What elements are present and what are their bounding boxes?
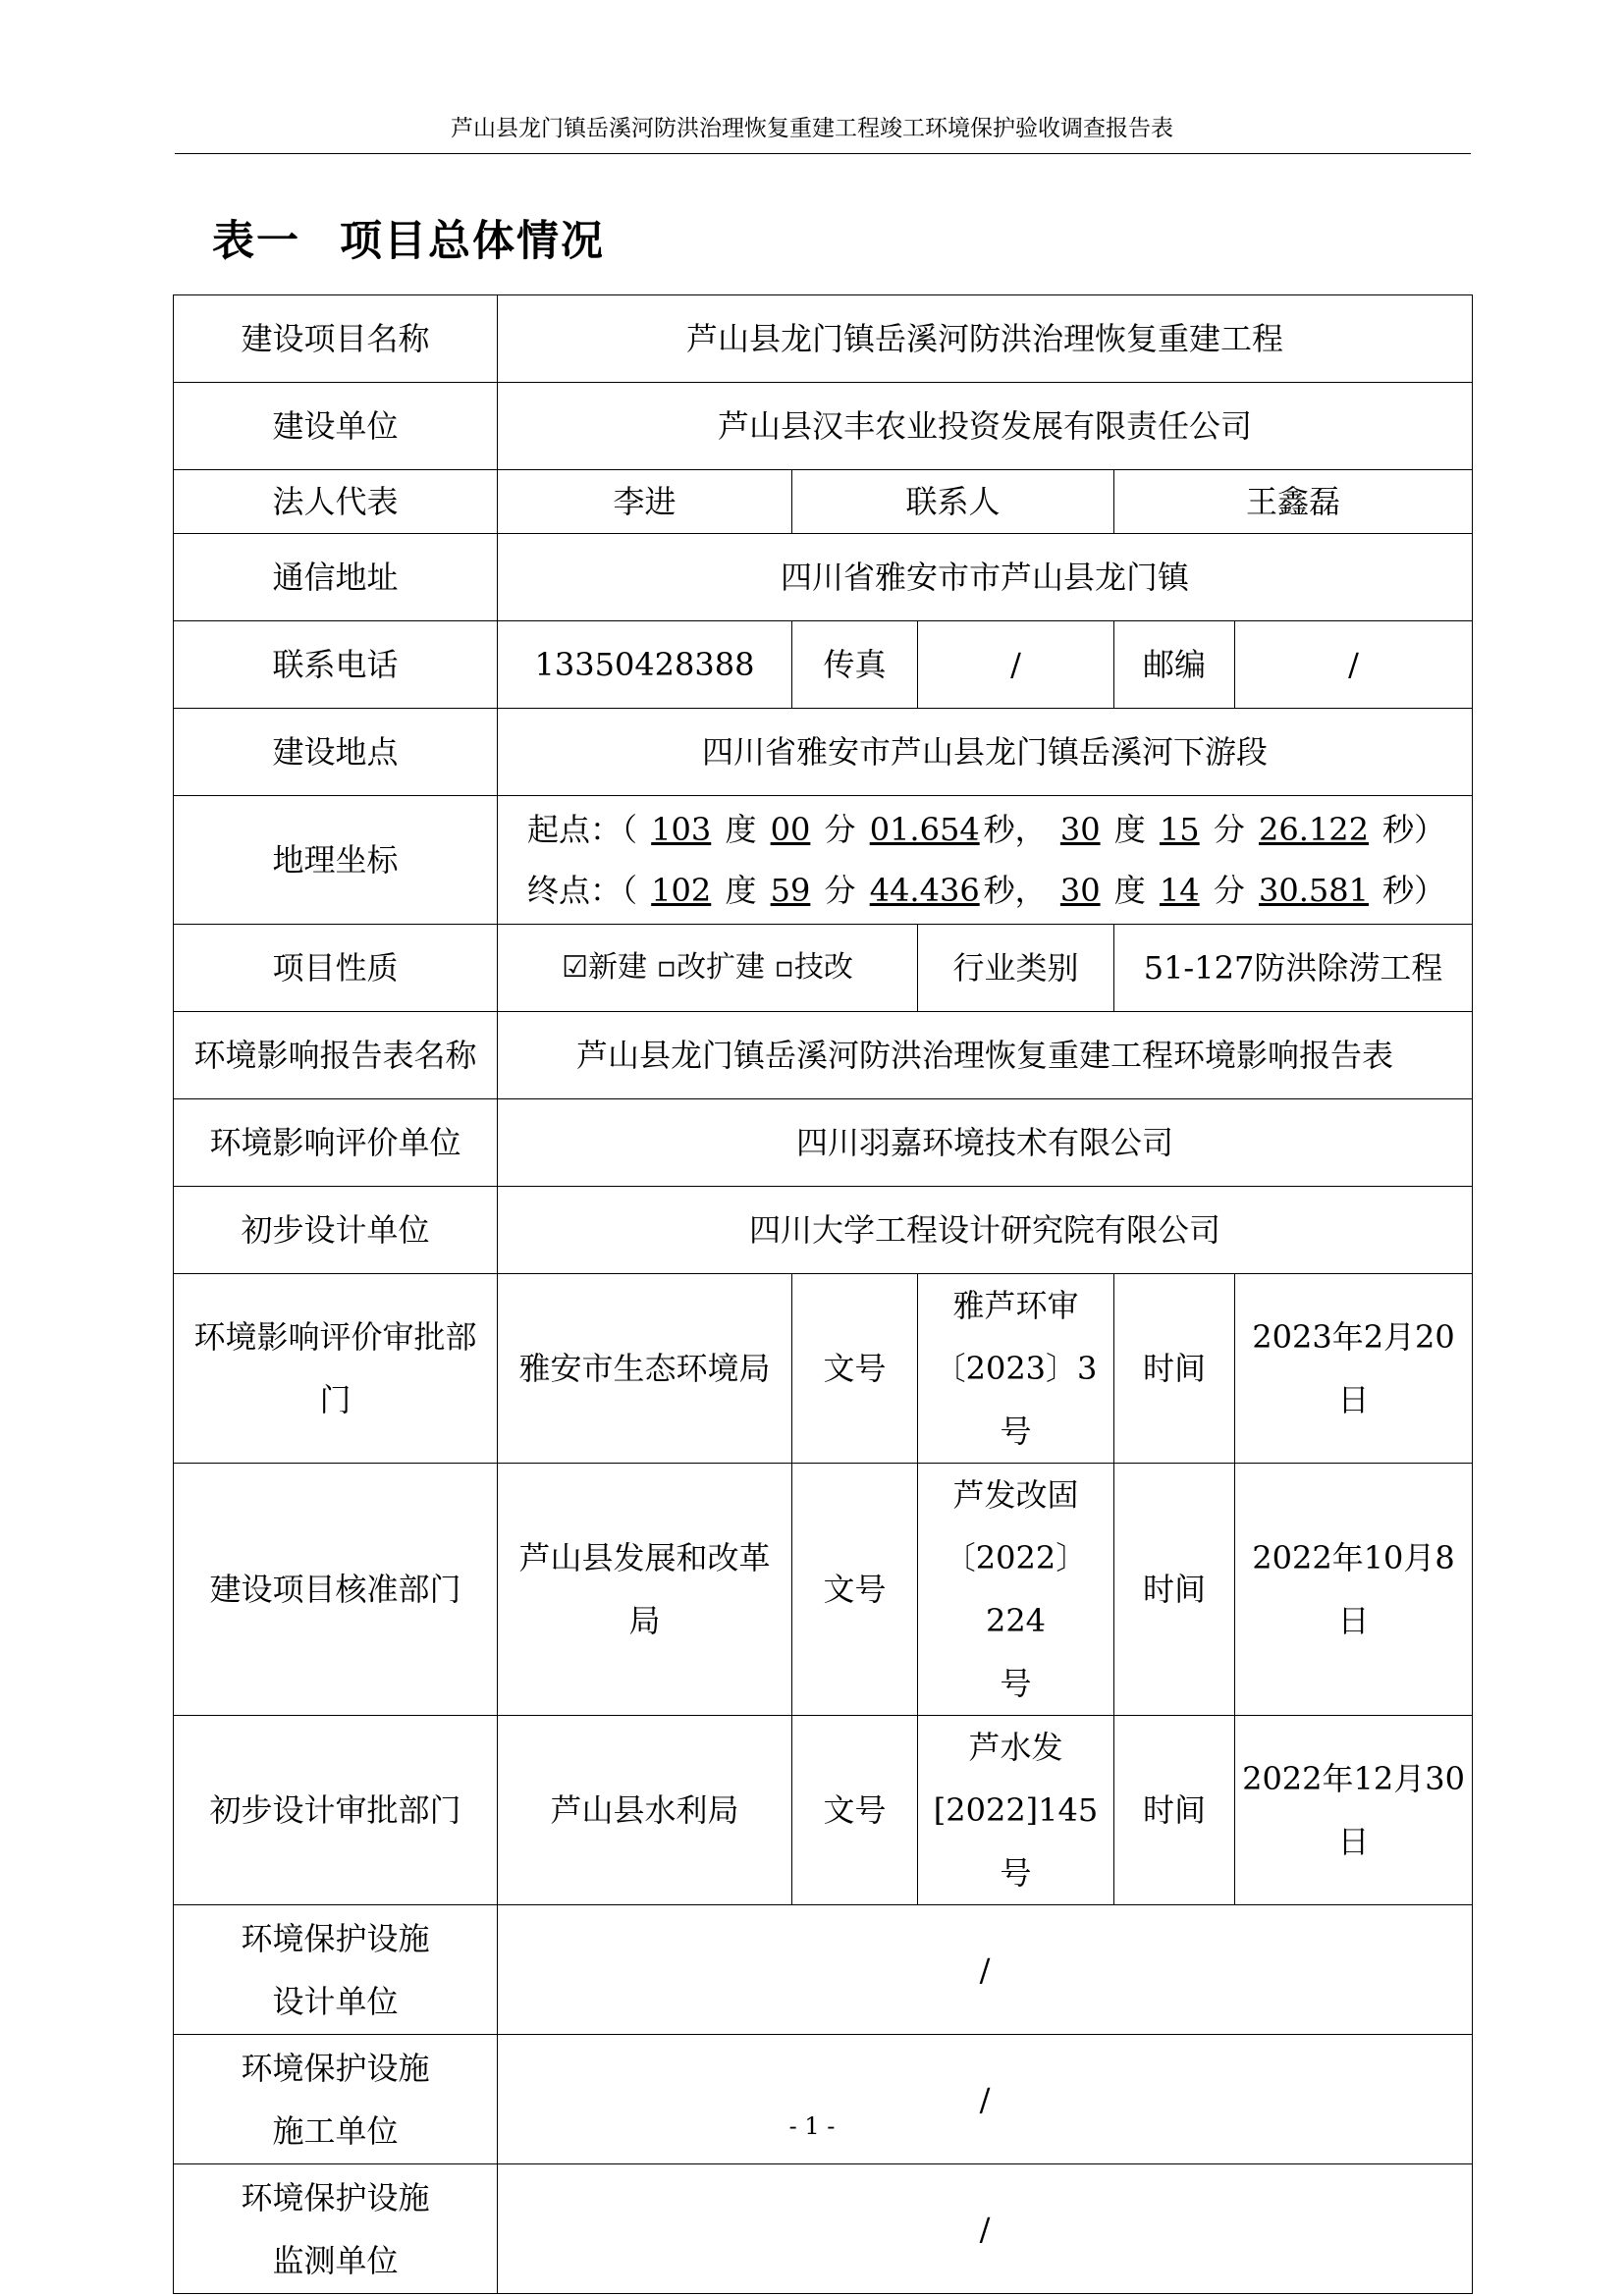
label-cell: 法人代表	[174, 470, 498, 534]
start-coordinate: 起点：（ 103 度 00 分 01.654 秒， 30 度 15 分 26.122 秒）	[527, 811, 1446, 848]
value-cell: 芦山县龙门镇岳溪河防洪治理恢复重建工程	[498, 295, 1473, 383]
label-cell: 通信地址	[174, 534, 498, 621]
value-cell: 51-127防洪除涝工程	[1114, 925, 1473, 1012]
label-cell: 时间	[1114, 1464, 1235, 1716]
table-row	[174, 2035, 1473, 2164]
label-cell: 环境影响报告表名称	[174, 1012, 498, 1099]
value-cell: 2022年10月8日	[1235, 1464, 1473, 1716]
label-cell: 建设项目名称	[174, 295, 498, 383]
value-cell: /	[498, 2035, 1473, 2164]
table-row	[174, 383, 1473, 470]
label-cell: 建设项目核准部门	[174, 1464, 498, 1716]
checkbox-tech-upgrade[interactable]: ▫技改	[774, 950, 853, 985]
label-cell: 项目性质	[174, 925, 498, 1012]
value-cell: 王鑫磊	[1114, 470, 1473, 534]
coordinates-cell	[498, 796, 1473, 925]
label-cell: 邮编	[1114, 621, 1235, 709]
value-cell: /	[498, 2164, 1473, 2294]
table-row	[174, 534, 1473, 621]
value-cell: 芦发改固 〔2022〕224 号	[918, 1464, 1114, 1716]
label-cell: 环境保护设施 监测单位	[174, 2164, 498, 2294]
value-cell: 芦山县龙门镇岳溪河防洪治理恢复重建工程环境影响报告表	[498, 1012, 1473, 1099]
label-cell: 联系人	[792, 470, 1114, 534]
label-cell: 环境保护设施 设计单位	[174, 1905, 498, 2035]
label-cell: 建设地点	[174, 709, 498, 796]
project-info-table	[173, 294, 1473, 2294]
label-cell: 环境影响评价单位	[174, 1099, 498, 1187]
value-cell: 2023年2月20日	[1235, 1274, 1473, 1464]
label-cell: 联系电话	[174, 621, 498, 709]
label-cell: 文号	[792, 1716, 918, 1905]
page-header: 芦山县龙门镇岳溪河防洪治理恢复重建工程竣工环境保护验收调查报告表	[451, 116, 1173, 141]
value-cell: 芦山县水利局	[498, 1716, 792, 1905]
table-row	[174, 295, 1473, 383]
value-cell: 13350428388	[498, 621, 792, 709]
value-cell: 芦山县汉丰农业投资发展有限责任公司	[498, 383, 1473, 470]
label-cell: 环境影响评价审批部 门	[174, 1274, 498, 1464]
label-cell: 初步设计单位	[174, 1187, 498, 1274]
label-cell: 建设单位	[174, 383, 498, 470]
section-number: 表一	[212, 217, 300, 266]
value-cell: 四川省雅安市市芦山县龙门镇	[498, 534, 1473, 621]
table-row	[174, 2164, 1473, 2294]
value-cell: /	[1235, 621, 1473, 709]
table-row	[174, 1274, 1473, 1464]
checkbox-expansion[interactable]: ▫改扩建	[656, 950, 765, 985]
section-title	[212, 208, 605, 268]
label-cell: 时间	[1114, 1716, 1235, 1905]
header-rule	[175, 153, 1471, 154]
table-row	[174, 1187, 1473, 1274]
label-cell: 行业类别	[918, 925, 1114, 1012]
nature-options	[498, 925, 918, 1012]
value-cell: 四川大学工程设计研究院有限公司	[498, 1187, 1473, 1274]
table-row	[174, 796, 1473, 925]
value-cell: /	[498, 1905, 1473, 2035]
value-cell: 芦山县发展和改革 局	[498, 1464, 792, 1716]
value-cell: 2022年12月30日	[1235, 1716, 1473, 1905]
label-cell: 文号	[792, 1274, 918, 1464]
label-cell: 时间	[1114, 1274, 1235, 1464]
label-cell: 初步设计审批部门	[174, 1716, 498, 1905]
section-heading: 项目总体情况	[340, 217, 605, 266]
table-row	[174, 621, 1473, 709]
table-row	[174, 1012, 1473, 1099]
page-number: - 1 -	[788, 2112, 836, 2140]
value-cell: 雅芦环审 〔2023〕3 号	[918, 1274, 1114, 1464]
label-cell: 文号	[792, 1464, 918, 1716]
table-row	[174, 709, 1473, 796]
checkbox-new-checked[interactable]: ☑新建	[562, 950, 648, 985]
table-row	[174, 1905, 1473, 2035]
table-row	[174, 470, 1473, 534]
value-cell: 芦水发 [2022]145号	[918, 1716, 1114, 1905]
value-cell: 李进	[498, 470, 792, 534]
value-cell: 四川省雅安市芦山县龙门镇岳溪河下游段	[498, 709, 1473, 796]
end-coordinate: 终点：（ 102 度 59 分 44.436 秒， 30 度 14 分 30.581 秒）	[527, 872, 1446, 909]
table-row	[174, 925, 1473, 1012]
value-cell: /	[918, 621, 1114, 709]
label-cell: 传真	[792, 621, 918, 709]
label-cell: 环境保护设施 施工单位	[174, 2035, 498, 2164]
value-cell: 四川羽嘉环境技术有限公司	[498, 1099, 1473, 1187]
table-row	[174, 1464, 1473, 1716]
table-row	[174, 1099, 1473, 1187]
value-cell: 雅安市生态环境局	[498, 1274, 792, 1464]
label-cell: 地理坐标	[174, 796, 498, 925]
table-row	[174, 1716, 1473, 1905]
